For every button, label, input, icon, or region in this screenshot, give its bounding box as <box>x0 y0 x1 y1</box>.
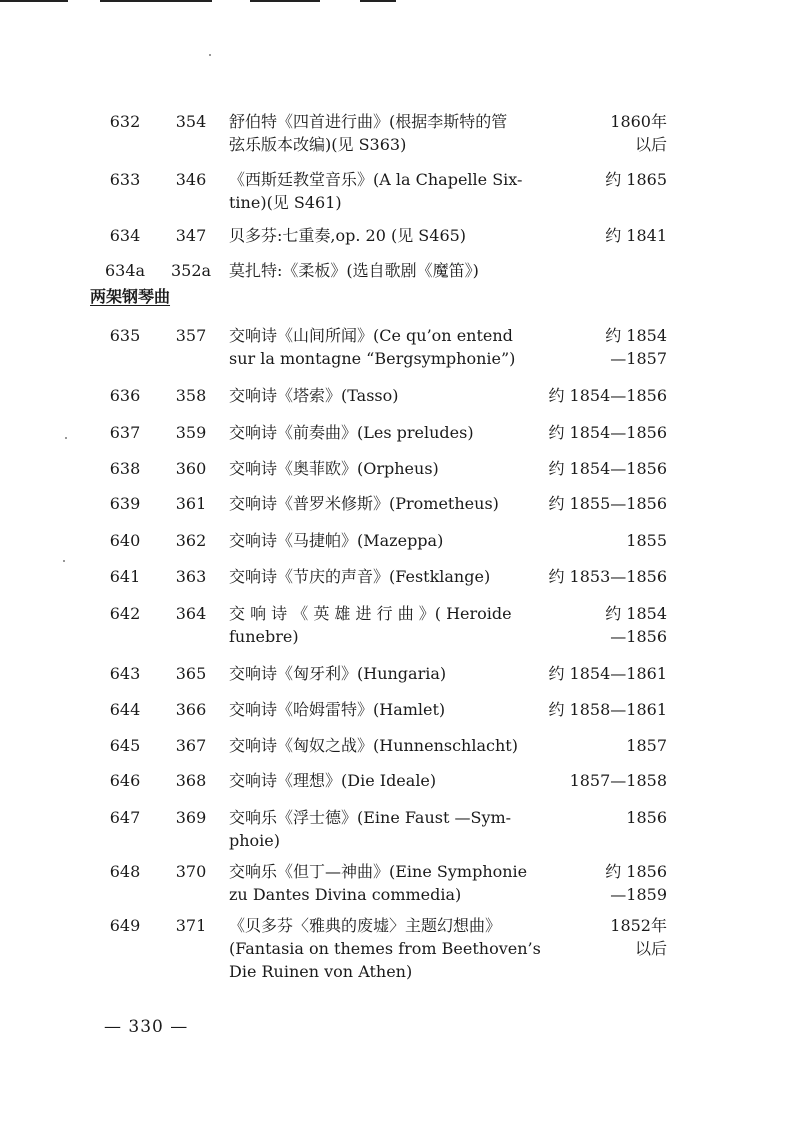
catalog-number: 641 <box>109 567 141 586</box>
composition-date-line: 1852年 <box>610 916 667 935</box>
catalog-number: 634a <box>104 261 146 280</box>
catalog-number: 644 <box>109 700 141 719</box>
composition-date <box>610 914 667 960</box>
top-rule-fragment <box>250 0 320 2</box>
composition-date-line: —1857 <box>610 349 667 368</box>
work-title-line: 交响诗《塔索》(Tasso) <box>229 386 399 405</box>
catalog-number: 637 <box>109 423 141 442</box>
work-title-line: tine)(见 S461) <box>229 193 342 212</box>
composition-date-line: 1856 <box>626 808 667 827</box>
work-title-line: 交响诗《匈牙利》(Hungaria) <box>229 664 447 683</box>
composition-date <box>605 602 667 648</box>
work-title <box>229 110 507 156</box>
work-title <box>229 421 474 444</box>
catalog-number: 639 <box>109 494 141 513</box>
searle-number: 358 <box>175 386 207 405</box>
work-title <box>229 384 399 407</box>
work-title-line: 交响乐《但丁—神曲》(Eine Symphonie <box>229 862 528 881</box>
searle-number: 366 <box>175 700 207 719</box>
composition-date <box>548 457 667 480</box>
searle-number: 370 <box>175 862 207 881</box>
scan-speck <box>63 560 65 562</box>
catalog-number: 633 <box>109 170 141 189</box>
work-title <box>229 806 511 852</box>
work-title <box>229 324 515 370</box>
composition-date-line: 约 1853—1856 <box>548 567 667 586</box>
composition-date-line: 约 1854—1861 <box>548 664 667 683</box>
composition-date-line: 约 1854—1856 <box>548 423 667 442</box>
work-title <box>229 769 436 792</box>
searle-number: 346 <box>175 170 207 189</box>
catalog-number: 634 <box>109 226 141 245</box>
work-title-line: 交 响 诗 《 英 雄 进 行 曲 》( Heroide <box>229 604 512 623</box>
searle-number: 357 <box>175 326 207 345</box>
composition-date-line: 约 1854 <box>605 604 667 623</box>
composition-date <box>605 224 667 247</box>
composition-date-line: 约 1854—1856 <box>548 386 667 405</box>
composition-date-line: 约 1865 <box>605 170 667 189</box>
composition-date-line: 约 1856 <box>605 862 667 881</box>
top-rule-fragment <box>360 0 396 2</box>
work-title-line: 交响诗《哈姆雷特》(Hamlet) <box>229 700 446 719</box>
work-title-line: phoie) <box>229 831 281 850</box>
work-title <box>229 529 443 552</box>
composition-date-line: 1860年 <box>610 112 667 131</box>
work-title-line: 交响诗《匈奴之战》(Hunnenschlacht) <box>229 736 518 755</box>
composition-date <box>570 769 667 792</box>
work-title <box>229 259 479 282</box>
catalog-number: 638 <box>109 459 141 478</box>
composition-date-line: 以后 <box>634 939 667 958</box>
catalog-number: 635 <box>109 326 141 345</box>
work-title <box>229 168 522 214</box>
composition-date <box>548 698 667 721</box>
work-title <box>229 457 439 480</box>
top-rule-fragment <box>0 0 68 2</box>
work-title-line: sur la montagne “Bergsymphonie”) <box>229 349 516 368</box>
work-title-line: funebre) <box>229 627 299 646</box>
section-heading: 两架钢琴曲 <box>90 287 171 306</box>
searle-number: 364 <box>175 604 207 623</box>
catalog-number: 647 <box>109 808 141 827</box>
composition-date <box>548 421 667 444</box>
work-title-line: 贝多芬:七重奏,op. 20 (见 S465) <box>229 226 467 245</box>
searle-number: 367 <box>175 736 207 755</box>
work-title <box>229 734 518 757</box>
composition-date <box>626 529 667 552</box>
work-title-line: 《贝多芬〈雅典的废墟〉主题幻想曲》 <box>229 916 502 935</box>
work-title <box>229 662 446 685</box>
top-rule-fragment <box>100 0 212 2</box>
work-title <box>229 914 541 983</box>
scan-speck <box>65 437 67 439</box>
work-title-line: 《西斯廷教堂音乐》(A la Chapelle Six- <box>229 170 523 189</box>
searle-number: 368 <box>175 771 207 790</box>
composition-date <box>548 662 667 685</box>
catalog-number: 640 <box>109 531 141 550</box>
work-title <box>229 492 499 515</box>
work-title-line: 弦乐版本改编)(见 S363) <box>229 135 407 154</box>
composition-date <box>605 324 667 370</box>
work-title-line: 交响诗《节庆的声音》(Festklange) <box>229 567 491 586</box>
work-title-line: 交响诗《前奏曲》(Les preludes) <box>229 423 474 442</box>
work-title-line: 交响诗《普罗米修斯》(Prometheus) <box>229 494 499 513</box>
catalog-number: 648 <box>109 862 141 881</box>
searle-number: 371 <box>175 916 207 935</box>
searle-number: 347 <box>175 226 207 245</box>
composition-date-line: 约 1854—1856 <box>548 459 667 478</box>
work-title-line: Die Ruinen von Athen) <box>229 962 413 981</box>
work-title-line: 交响诗《理想》(Die Ideale) <box>229 771 437 790</box>
searle-number: 360 <box>175 459 207 478</box>
work-title-line: 交响诗《马捷帕》(Mazeppa) <box>229 531 444 550</box>
composition-date-line: 1857 <box>626 736 667 755</box>
work-title-line: 莫扎特:《柔板》(选自歌剧《魔笛》) <box>229 261 479 280</box>
composition-date-line: —1856 <box>610 627 667 646</box>
searle-number: 365 <box>175 664 207 683</box>
composition-date <box>605 168 667 191</box>
composition-date-line: 约 1854 <box>605 326 667 345</box>
work-title-line: (Fantasia on themes from Beethoven’s <box>229 939 541 958</box>
searle-number: 361 <box>175 494 207 513</box>
searle-number: 363 <box>175 567 207 586</box>
searle-number: 354 <box>175 112 207 131</box>
composition-date <box>548 492 667 515</box>
composition-date-line: 以后 <box>634 135 667 154</box>
catalog-number: 649 <box>109 916 141 935</box>
catalog-number: 636 <box>109 386 141 405</box>
work-title-line: 交响诗《奥菲欧》(Orpheus) <box>229 459 439 478</box>
catalog-number: 632 <box>109 112 141 131</box>
work-title <box>229 602 512 648</box>
composition-date <box>605 860 667 906</box>
composition-date <box>548 565 667 588</box>
composition-date-line: 约 1855—1856 <box>548 494 667 513</box>
composition-date <box>626 806 667 829</box>
composition-date <box>626 734 667 757</box>
catalog-number: 646 <box>109 771 141 790</box>
composition-date-line: —1859 <box>610 885 667 904</box>
searle-number: 359 <box>175 423 207 442</box>
searle-number: 362 <box>175 531 207 550</box>
work-title-line: 交响乐《浮士德》(Eine Faust —Sym- <box>229 808 512 827</box>
work-title <box>229 565 490 588</box>
scan-speck <box>209 54 211 56</box>
searle-number: 369 <box>175 808 207 827</box>
page-number: — 330 — <box>104 1017 189 1037</box>
searle-number: 352a <box>170 261 212 280</box>
work-title <box>229 860 527 906</box>
composition-date <box>610 110 667 156</box>
work-title-line: 舒伯特《四首进行曲》(根据李斯特的管 <box>229 112 508 131</box>
work-title <box>229 698 445 721</box>
catalog-number: 643 <box>109 664 141 683</box>
composition-date-line: 约 1841 <box>605 226 667 245</box>
catalog-number: 642 <box>109 604 141 623</box>
composition-date-line: 约 1858—1861 <box>548 700 667 719</box>
work-title-line: 交响诗《山间所闻》(Ce qu’on entend <box>229 326 513 345</box>
composition-date <box>548 384 667 407</box>
work-title <box>229 224 466 247</box>
catalog-number: 645 <box>109 736 141 755</box>
work-title-line: zu Dantes Divina commedia) <box>229 885 462 904</box>
composition-date-line: 1857—1858 <box>569 771 667 790</box>
composition-date-line: 1855 <box>626 531 667 550</box>
